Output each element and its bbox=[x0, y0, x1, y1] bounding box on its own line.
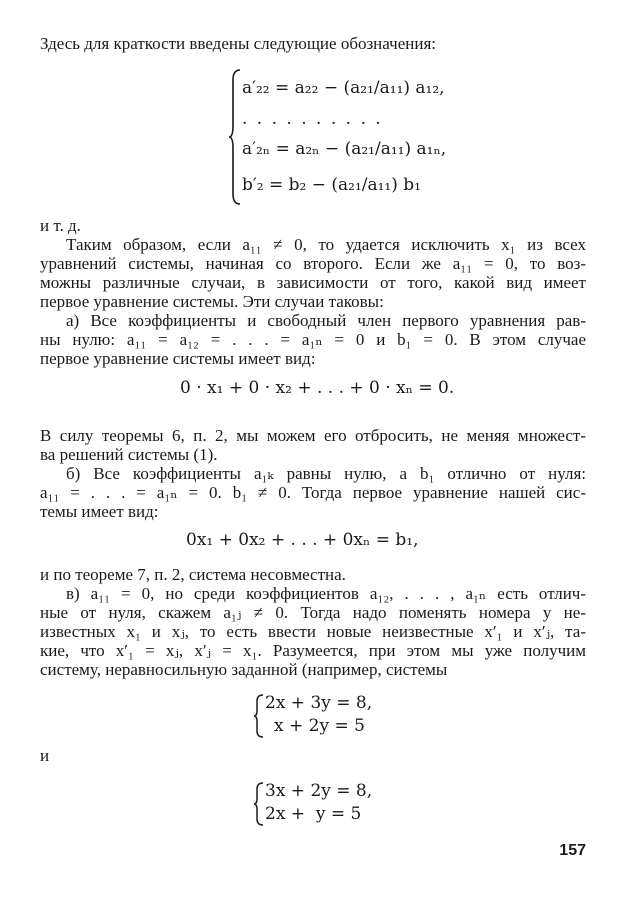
case-c-line-3: известных x₁ и xⱼ, то есть ввести новые неизвестные x′₁ и x′ⱼ, та- bbox=[40, 622, 586, 641]
equation-case-a: 0 · x₁ + 0 · x₂ + . . . + 0 · xₙ = 0. bbox=[180, 378, 455, 398]
system-1-row-2: . . . . . . . . . . bbox=[242, 109, 383, 129]
system-2-row-1: 2x + 3y = 8, bbox=[265, 693, 373, 713]
page-number: 157 bbox=[559, 842, 586, 859]
system-1-row-3: a′₂ₙ = a₂ₙ − (a₂₁/a₁₁) a₁ₙ, bbox=[242, 139, 447, 159]
system-1-row-4: b′₂ = b₂ − (a₂₁/a₁₁) b₁ bbox=[242, 175, 421, 195]
system-3-row-2: 2x + y = 5 bbox=[265, 804, 362, 824]
case-c-line-5: систему, неравносильную заданной (например, системы bbox=[40, 660, 448, 679]
case-b-line-1: б) Все коэффициенты a₁ₖ равны нулю, а b₁ отлично от нуля: bbox=[66, 464, 586, 483]
system-1-row-1: a′₂₂ = a₂₂ − (a₂₁/a₁₁) a₁₂, bbox=[242, 78, 445, 98]
para-1-line-2: уравнений системы, начиная со второго. Если же a₁₁ = 0, то воз- bbox=[40, 254, 586, 273]
after-a-line-1: В силу теоремы 6, п. 2, мы можем его отбросить, не меняя множест- bbox=[40, 426, 586, 445]
left-brace-system-2 bbox=[253, 693, 265, 739]
case-c-line-4: кие, что x′₁ = xⱼ, x′ⱼ = x₁. Разумеется, при этом мы уже получим bbox=[40, 641, 586, 660]
case-a-line-3: первое уравнение системы имеет вид: bbox=[40, 349, 316, 368]
and-so-on: и т. д. bbox=[40, 216, 81, 235]
case-a-line-2: ны нулю: a₁₁ = a₁₂ = . . . = a₁ₙ = 0 и b₁ = 0. В этом случае bbox=[40, 330, 586, 349]
case-c-line-1: в) a₁₁ = 0, но среди коэффициентов a₁₂, . . . , a₁ₙ есть отлич- bbox=[66, 584, 586, 603]
intro-text: Здесь для краткости введены следующие обозначения: bbox=[40, 34, 436, 53]
left-brace-system-3 bbox=[253, 781, 265, 827]
after-a-line-2: ва решений системы (1). bbox=[40, 445, 218, 464]
conjunction-and: и bbox=[40, 746, 50, 765]
system-3-row-1: 3x + 2y = 8, bbox=[265, 781, 373, 801]
para-1-line-1: Таким образом, если a₁₁ ≠ 0, то удается исключить x₁ из всех bbox=[66, 235, 586, 254]
case-b-line-3: темы имеет вид: bbox=[40, 502, 159, 521]
equation-case-b: 0x₁ + 0x₂ + . . . + 0xₙ = b₁, bbox=[186, 530, 419, 550]
para-1-line-3: можны различные случаи, в зависимости от того, какой вид имеет bbox=[40, 273, 586, 292]
case-a-line-1: а) Все коэффициенты и свободный член первого уравнения рав- bbox=[66, 311, 586, 330]
system-2-row-2: x + 2y = 5 bbox=[274, 716, 365, 736]
para-1-line-4: первое уравнение системы. Эти случаи таковы: bbox=[40, 292, 384, 311]
case-b-line-2: a₁₁ = . . . = a₁ₙ = 0. b₁ ≠ 0. Тогда первое уравнение нашей сис- bbox=[40, 483, 586, 502]
after-b-text: и по теореме 7, п. 2, система несовместна. bbox=[40, 565, 346, 584]
left-brace-system-1 bbox=[228, 68, 242, 206]
case-c-line-2: ные от нуля, скажем a₁ⱼ ≠ 0. Тогда надо поменять номера у не- bbox=[40, 603, 586, 622]
